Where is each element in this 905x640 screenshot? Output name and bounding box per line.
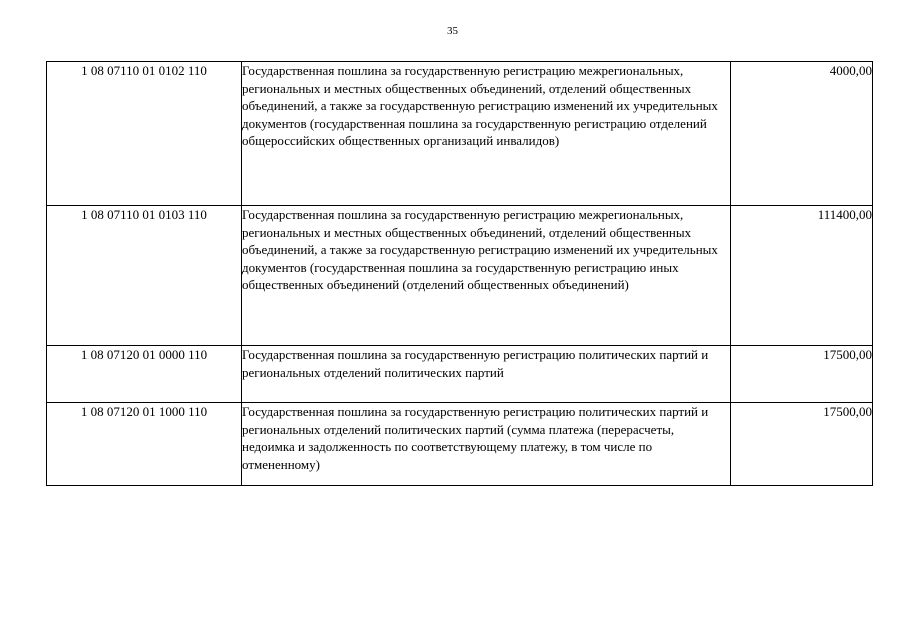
income-name-cell: Государственная пошлина за государственную регистрацию межрегиональных, региональных и местных общественных объединений, отделений общественных объединений, а также за государственную регистрацию изменений их учредительных документов (государственная пошлина за государственную регистрацию иных общественных объединений (отделений общественных объединений) (242, 206, 731, 346)
budget-code-cell: 1 08 07120 01 0000 110 (47, 346, 242, 403)
amount-cell: 4000,00 (731, 62, 873, 206)
budget-table (46, 61, 873, 486)
table-row (47, 62, 873, 206)
income-name-cell: Государственная пошлина за государственную регистрацию межрегиональных, региональных и местных общественных объединений, отделений общественных объединений, а также за государственную регистрацию изменений их учредительных документов (государственная пошлина за государственную регистрацию отделений общероссийских общественных организаций инвалидов) (242, 62, 731, 206)
budget-code-cell: 1 08 07110 01 0103 110 (47, 206, 242, 346)
budget-code-cell: 1 08 07120 01 1000 110 (47, 403, 242, 486)
amount-cell: 111400,00 (731, 206, 873, 346)
table-row (47, 346, 873, 403)
income-name-cell: Государственная пошлина за государственную регистрацию политических партий и региональных отделений политических партий (242, 346, 731, 403)
table-row (47, 403, 873, 486)
page-number: 35 (447, 25, 458, 37)
table-row (47, 206, 873, 346)
budget-code-cell: 1 08 07110 01 0102 110 (47, 62, 242, 206)
income-name-cell: Государственная пошлина за государственную регистрацию политических партий и региональных отделений политических партий (сумма платежа (перерасчеты, недоимка и задолженность по соответствующему платежу, в том числе по отмененному) (242, 403, 731, 486)
amount-cell: 17500,00 (731, 403, 873, 486)
amount-cell: 17500,00 (731, 346, 873, 403)
